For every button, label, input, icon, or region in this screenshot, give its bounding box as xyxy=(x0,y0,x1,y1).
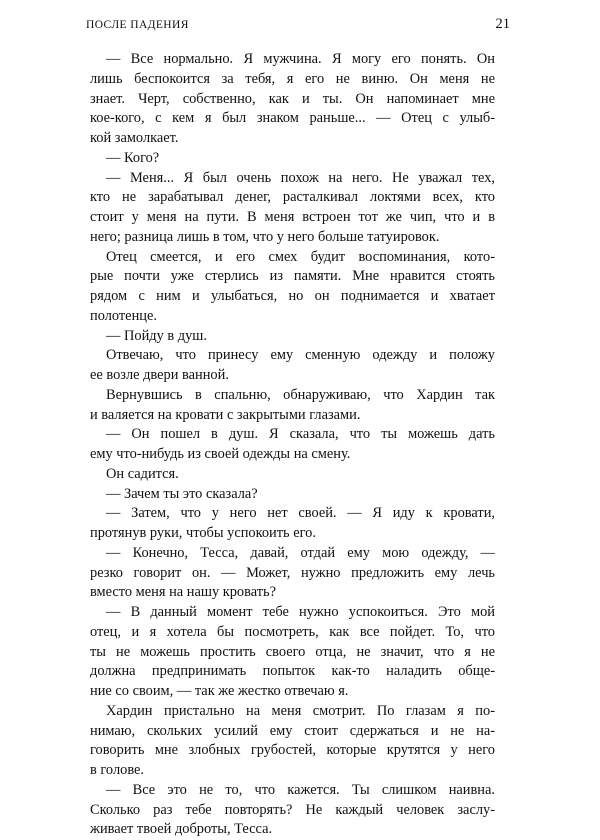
text-line: ему что-нибудь из своей одежды на смену. xyxy=(90,446,351,462)
text-line: отец, и я хотела бы посмотреть, как все пойдет. То, что xyxy=(90,623,495,640)
text-line: — Затем, что у него нет своей. — Я иду к кровати, xyxy=(106,505,495,522)
text-line: — Все это не то, что кажется. Ты слишком наивна. xyxy=(106,781,495,798)
text-line: рядом с ним и улыбаться, но он поднимается и хватает xyxy=(90,288,495,304)
text-line: Хардин пристально на меня смотрит. По глазам я по- xyxy=(106,702,495,719)
text-line: — Конечно, Тесса, давай, отдай ему мою одежду, — xyxy=(106,544,495,561)
text-line: — Зачем ты это сказала? xyxy=(106,485,258,502)
text-line: говорить мне злобных грубостей, которые крутятся у него xyxy=(90,742,495,759)
text-line: — Все нормально. Я мужчина. Я могу его понять. Он xyxy=(106,51,495,67)
text-line: Он садится. xyxy=(106,465,179,482)
running-head xyxy=(86,16,510,36)
text-line: полотенце. xyxy=(90,307,157,324)
text-line: резко говорит он. — Может, нужно предложить ему лечь xyxy=(90,564,495,581)
text-line: Отвечаю, что принесу ему сменную одежду и положу xyxy=(106,347,495,364)
text-line: рые почти уже стерлись из памяти. Мне нравится стоять xyxy=(90,268,495,285)
text-line: ние со своим, — так же жестко отвечаю я. xyxy=(90,683,349,699)
text-line: стоит у меня на пути. В меня встроен тот же чип, что и в xyxy=(90,209,495,225)
body-text xyxy=(90,50,495,840)
text-line: кое-кого, с кем я был знаком раньше... — Отец с улыб- xyxy=(90,110,495,127)
text-line: — Он пошел в душ. Я сказала, что ты можешь дать xyxy=(106,426,495,443)
text-line: Сколько раз тебе повторять? Не каждый человек заслу- xyxy=(90,801,495,818)
page-number: 21 xyxy=(495,16,510,32)
text-line: него; разница лишь в том, что у него больше татуировок. xyxy=(90,228,440,245)
text-line: кой замолкает. xyxy=(90,130,179,146)
text-line: Вернувшись в спальню, обнаруживаю, что Хардин так xyxy=(106,386,495,403)
text-line: и валяется на кровати с закрытыми глазами. xyxy=(90,406,361,423)
text-line: — Пойду в душ. xyxy=(106,327,207,344)
text-line: протянув руки, чтобы успокоить его. xyxy=(90,525,316,541)
text-line: живает твоей доброты, Тесса. xyxy=(90,821,273,838)
running-title: ПОСЛЕ ПАДЕНИЯ xyxy=(86,19,189,31)
text-line: в голове. xyxy=(90,762,145,778)
text-line: — В данный момент тебе нужно успокоиться. Это мой xyxy=(106,604,495,620)
text-line: — Кого? xyxy=(106,149,160,166)
text-line: кто не зарабатывал денег, расталкивал локтями всех, кто xyxy=(90,189,495,206)
text-line: нимаю, скольких усилий ему стоит сдержаться и не на- xyxy=(90,722,495,739)
text-line: ее возле двери ванной. xyxy=(90,367,229,383)
text-line: должна предпринимать попыток как-то наладить обще- xyxy=(90,663,495,680)
text-line: Отец смеется, и его смех будит воспоминания, кото- xyxy=(106,248,495,265)
text-line: — Меня... Я был очень похож на него. Не уважал тех, xyxy=(106,169,495,186)
text-line: знает. Черт, собственно, как и ты. Он напоминает мне xyxy=(90,90,495,107)
text-line: вместо меня на нашу кровать? xyxy=(90,584,276,601)
text-line: ты не можешь простить своего отца, не значит, что я не xyxy=(90,643,495,660)
text-line: лишь беспокоится за тебя, я его не виню. Он меня не xyxy=(90,70,495,87)
